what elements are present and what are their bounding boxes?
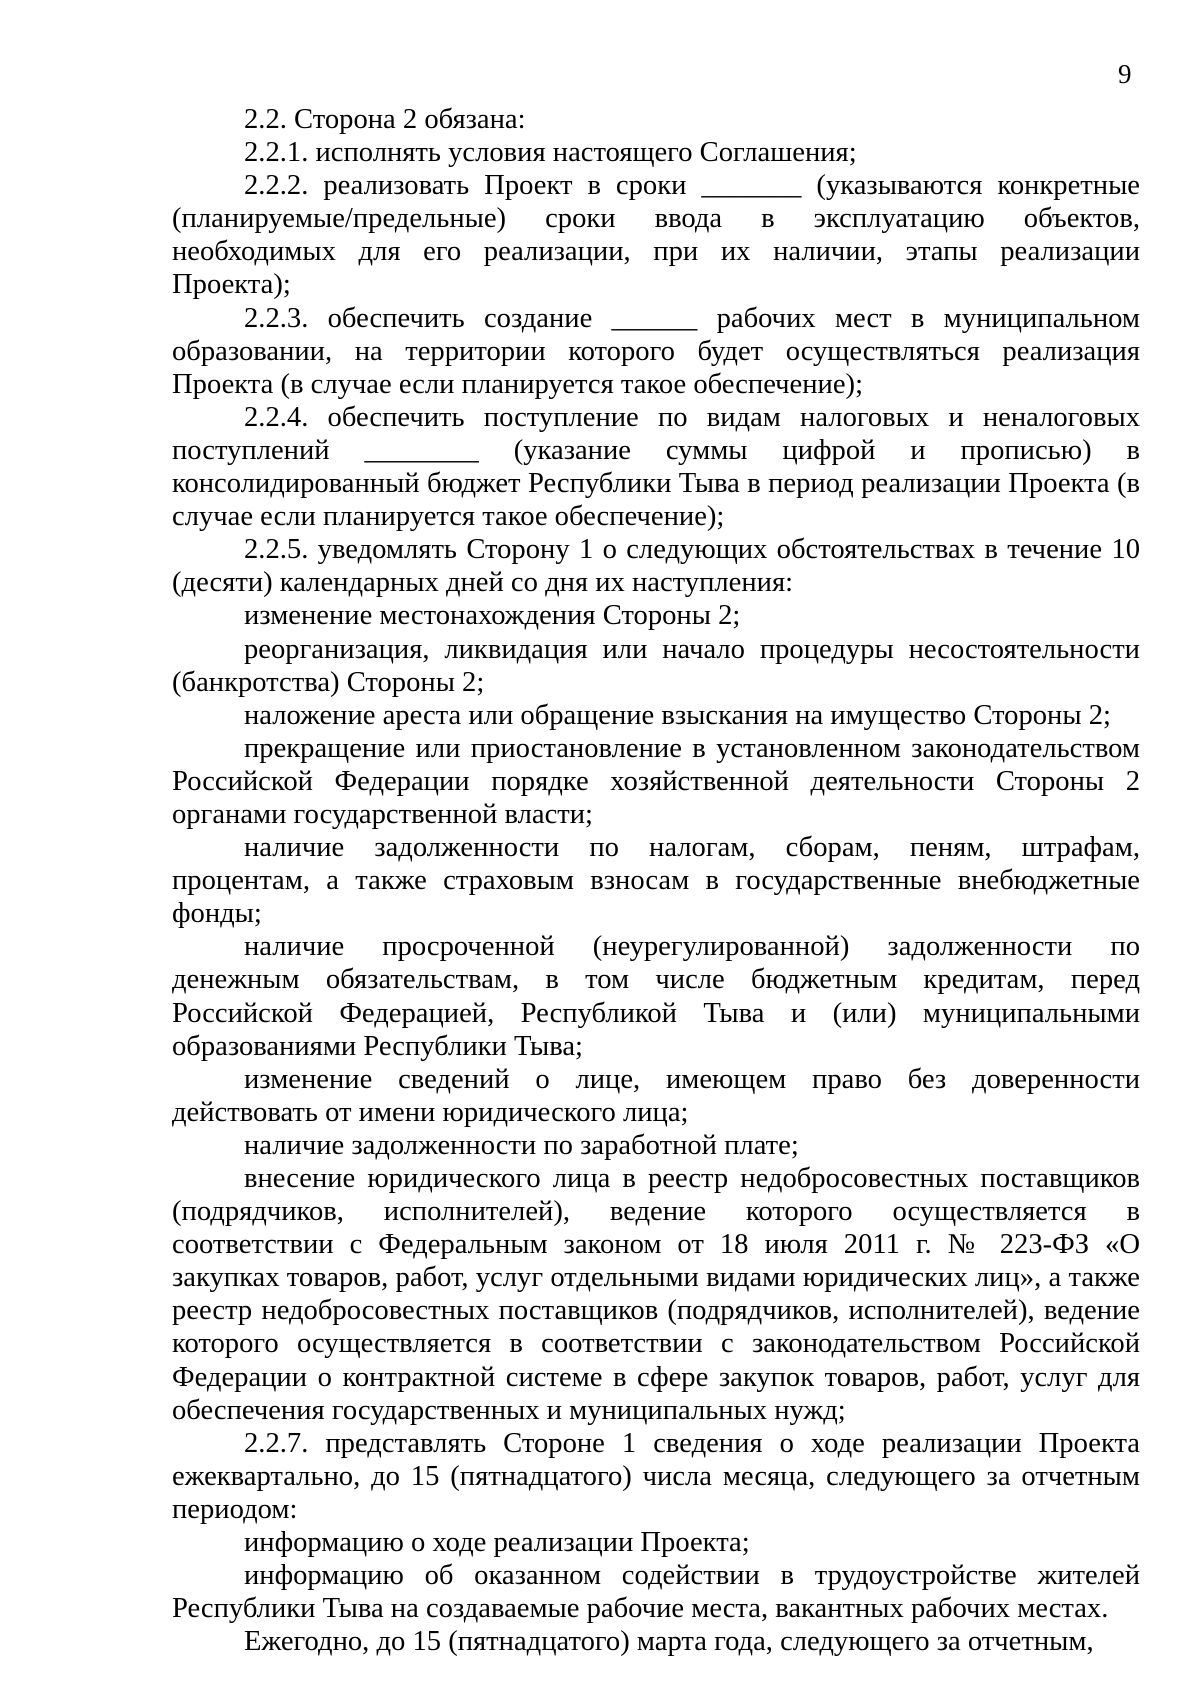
list-item-tax-debt: наличие задолженности по налогам, сборам, пеням, штрафам, процентам, а также страховым взносам в государственные внебюджетные фонды; xyxy=(172,832,1140,930)
paragraph-2-2-7: 2.2.7. представлять Стороне 1 сведения о ходе реализации Проекта ежеквартально, до 15 (пятнадцатого) числа месяца, следующего за отчетным периодом: xyxy=(172,1427,1140,1525)
paragraph-2-2-1: 2.2.1. исполнять условия настоящего Соглашения; xyxy=(244,137,857,169)
paragraph-annually: Ежегодно, до 15 (пятнадцатого) марта года, следующего за отчетным, xyxy=(244,1626,1094,1658)
list-item-overdue-debt: наличие просроченной (неурегулированной) задолженности по денежным обязательствам, в том числе бюджетным кредитам, перед Российской Федерацией, Республикой Тыва и (или) муниципальными образованиями Республики Тыва; xyxy=(172,931,1140,1062)
paragraph-2-2-3: 2.2.3. обеспечить создание ______ рабочих мест в муниципальном образовании, на территории которого будет осуществляться реализация Проекта (в случае если планируется такое обеспечение); xyxy=(172,302,1140,400)
list-item-project-progress: информацию о ходе реализации Проекта; xyxy=(244,1527,750,1559)
list-item-arrest: наложение ареста или обращение взыскания на имущество Стороны 2; xyxy=(244,699,1111,731)
paragraph-2-2: 2.2. Сторона 2 обязана: xyxy=(244,104,526,135)
list-item-wage-debt: наличие задолженности по заработной плате; xyxy=(244,1129,799,1161)
list-item-suspension: прекращение или приостановление в установленном законодательством Российской Федерации порядке хозяйственной деятельности Стороны 2 органами государственной власти; xyxy=(172,732,1140,830)
list-item-reorganization: реорганизация, ликвидация или начало процедуры несостоятельности (банкротства) Стороны 2; xyxy=(172,633,1140,698)
paragraph-2-2-4: 2.2.4. обеспечить поступление по видам налоговых и неналоговых поступлений ________ (указание суммы цифрой и прописью) в консолидированный бюджет Республики Тыва в период реализации Проекта (в случае если планируется такое обеспечение); xyxy=(172,401,1140,533)
list-item-supplier-registry: внесение юридического лица в реестр недобросовестных поставщиков (подрядчиков, исполнителей), ведение которого осуществляется в соответствии с Федеральным законом от 18 июля 2011 г. № 223-ФЗ «О закупках товаров, работ, услуг отдельными видами юридических лиц», а также реестр недобросовестных поставщиков (подрядчиков, исполнителей), ведение которого осуществляется в соответствии с законодательством Российской Федерации о контрактной системе в сфере закупок товаров, работ, услуг для обеспечения государственных и муниципальных нужд; xyxy=(172,1163,1140,1426)
paragraph-2-2-2: 2.2.2. реализовать Проект в сроки _______ (указываются конкретные (планируемые/предельные) сроки ввода в эксплуатацию объектов, необходимых для его реализации, при их наличии, этапы реализации Проекта); xyxy=(172,170,1140,301)
list-item-employment-assistance: информацию об оказанном содействии в трудоустройстве жителей Республики Тыва на создаваемые рабочие места, вакантных рабочих местах. xyxy=(172,1560,1140,1625)
list-item-location-change: изменение местонахождения Стороны 2; xyxy=(244,600,741,632)
document-body xyxy=(172,103,1140,1658)
paragraph-2-2-5: 2.2.5. уведомлять Сторону 1 о следующих обстоятельствах в течение 10 (десяти) календарных дней со дня их наступления: xyxy=(172,534,1140,599)
list-item-representative-change: изменение сведений о лице, имеющем право без доверенности действовать от имени юридического лица; xyxy=(172,1063,1140,1128)
page-number: 9 xyxy=(1118,59,1132,89)
